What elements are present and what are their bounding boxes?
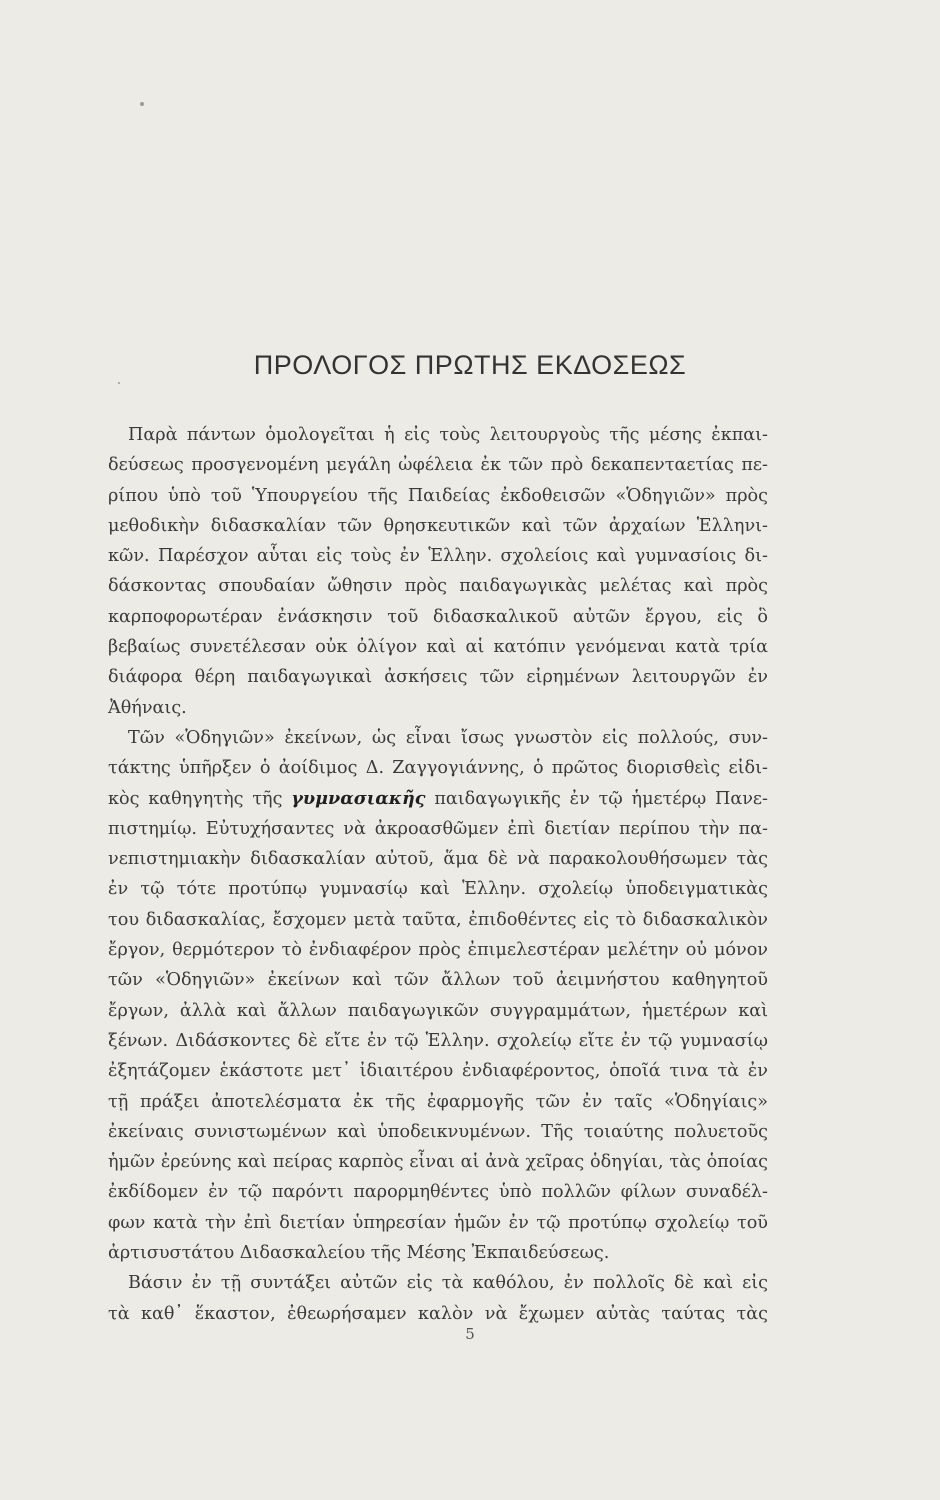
text-line: μεθοδικὴν διδασκαλίαν τῶν θρησκευτικῶν καὶ τῶν ἀρχαίων Ἑλληνι- (108, 515, 768, 536)
text-line: Ἀθήναις. (108, 697, 187, 718)
body-text (108, 420, 768, 1329)
text-line: ἀρτισυστάτου Διδασκαλείου τῆς Μέσης Ἐκπαιδεύσεως. (108, 1243, 610, 1264)
paper-speck (140, 102, 144, 106)
text-line: τάκτης ὑπῆρξεν ὁ ἀοίδιμος Δ. Ζαγγογιάννης, ὁ πρῶτος διορισθεὶς εἰδι- (108, 758, 768, 779)
text-line: τὰ καθ᾿ ἕκαστον, ἐθεωρήσαμεν καλὸν νὰ ἔχωμεν αὐτὰς ταύτας τὰς (108, 1303, 768, 1324)
text-line: Τῶν «Ὁδηγιῶν» ἐκείνων, ὡς εἶναι ἴσως γνωστὸν εἰς πολλούς, συν- (128, 727, 768, 748)
text-line: ἐκδίδομεν ἐν τῷ παρόντι παρορμηθέντες ὑπὸ πολλῶν φίλων συναδέλ- (108, 1182, 768, 1203)
text-line: ἔργον, θερμότερον τὸ ἐνδιαφέρον πρὸς ἐπιμελεστέραν μελέτην οὐ μόνον (108, 940, 768, 961)
text-line: ξένων. Διδάσκοντες δὲ εἴτε ἐν τῷ Ἑλλην. σχολείῳ εἴτε ἐν τῷ γυμνασίῳ (108, 1030, 768, 1051)
text-line: νεπιστημιακὴν διδασκαλίαν αὐτοῦ, ἅμα δὲ νὰ παρακολουθήσωμεν τὰς (108, 849, 768, 870)
text-line: ἡμῶν ἐρεύνης καὶ πείρας καρπὸς εἶναι αἱ ἀνὰ χεῖρας ὁδηγίαι, τὰς ὁποίας (108, 1152, 768, 1173)
text-line-with-emphasis (108, 784, 768, 814)
emphasized-word: γυμνασιακῆς (291, 787, 426, 809)
text-line: δάσκοντας σπουδαίαν ὤθησιν πρὸς παιδαγωγικὰς μελέτας καὶ πρὸς (108, 576, 768, 597)
paper-speck (118, 382, 120, 384)
text-fragment: κὸς καθηγητὴς τῆς (108, 788, 283, 809)
text-line: ἐκείναις συνιστωμένων καὶ ὑποδεικνυμένων. Τῆς τοιαύτης πολυετοῦς (108, 1121, 768, 1142)
text-line: βεβαίως συνετέλεσαν οὐκ ὀλίγον καὶ αἱ κατόπιν γενόμεναι κατὰ τρία (108, 637, 768, 658)
text-line: φων κατὰ τὴν ἐπὶ διετίαν ὑπηρεσίαν ἡμῶν ἐν τῷ προτύπῳ σχολείῳ τοῦ (108, 1212, 768, 1233)
text-line: Βάσιν ἐν τῇ συντάξει αὐτῶν εἰς τὰ καθόλου, ἐν πολλοῖς δὲ καὶ εἰς (128, 1273, 768, 1294)
text-line: δεύσεως προσγενομένη μεγάλη ὠφέλεια ἐκ τῶν πρὸ δεκαπενταετίας πε- (108, 455, 768, 476)
text-line: κῶν. Παρέσχον αὗται εἰς τοὺς ἐν Ἑλλην. σχολείοις καὶ γυμνασίοις δι- (108, 546, 768, 567)
text-line: ρίπου ὑπὸ τοῦ Ὑπουργείου τῆς Παιδείας ἐκδοθεισῶν «Ὁδηγιῶν» πρὸς (108, 485, 768, 506)
text-line: τῶν «Ὁδηγιῶν» ἐκείνων καὶ τῶν ἄλλων τοῦ ἀειμνήστου καθηγητοῦ (108, 970, 768, 991)
text-line: πιστημίῳ. Εὐτυχήσαντες νὰ ἀκροασθῶμεν ἐπὶ διετίαν περίπου τὴν πα- (108, 818, 768, 839)
text-line: καρποφορωτέραν ἐνάσκησιν τοῦ διδασκαλικοῦ αὐτῶν ἔργου, εἰς ὃ (108, 606, 768, 627)
text-line: ἔργων, ἀλλὰ καὶ ἄλλων παιδαγωγικῶν συγγραμμάτων, ἡμετέρων καὶ (108, 1000, 768, 1021)
text-line: ἐν τῷ τότε προτύπῳ γυμνασίῳ καὶ Ἑλλην. σχολείῳ ὑποδειγματικὰς (108, 879, 768, 900)
page-title: ΠΡΟΛΟΓΟΣ ΠΡΩΤΗΣ ΕΚΔΟΣΕΩΣ (253, 350, 687, 380)
text-line: διάφορα θέρη παιδαγωγικαὶ ἀσκήσεις τῶν εἰρημένων λειτουργῶν ἐν (108, 667, 768, 688)
page-number: 5 (465, 1325, 475, 1343)
text-fragment: παιδαγωγικῆς ἐν τῷ ἡμετέρῳ Πανε- (434, 788, 768, 809)
text-line: του διδασκαλίας, ἔσχομεν μετὰ ταῦτα, ἐπιδοθέντες εἰς τὸ διδασκαλικὸν (108, 909, 768, 930)
text-line: ἐξητάζομεν ἑκάστοτε μετ᾿ ἰδιαιτέρου ἐνδιαφέροντος, ὁποῖά τινα τὰ ἐν (108, 1061, 768, 1082)
text-line: Παρὰ πάντων ὁμολογεῖται ἡ εἰς τοὺς λειτουργοὺς τῆς μέσης ἐκπαι- (128, 425, 768, 445)
text-line: τῇ πράξει ἀποτελέσματα ἐκ τῆς ἐφαρμογῆς τῶν ἐν ταῖς «Ὁδηγίαις» (108, 1091, 768, 1112)
